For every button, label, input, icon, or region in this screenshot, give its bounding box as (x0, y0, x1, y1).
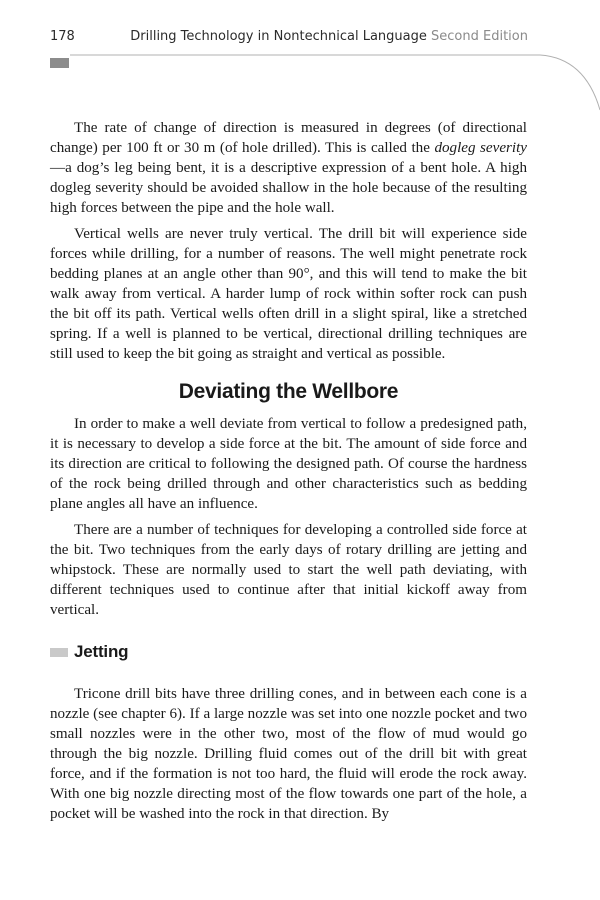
paragraph-techniques: There are a number of techniques for developing a controlled side force at the bit. Two techniques from the early days of rotary drilling are jetting and whipstock. These are normally used to start the well path deviating, with different techniques used to continue after that initial kickoff away from vertical. (50, 522, 527, 618)
paragraph-jetting: Tricone drill bits have three drilling cones, and in between each cone is a nozzle (see chapter 6). If a large nozzle was set into one nozzle pocket and two small nozzles were in the other two, most of the flow of mud would go through the big nozzle. Drilling fluid comes out of the drill bit with great force, and if the formation is not too hard, the fluid will erode the rock away. With one big nozzle directing most of the flow towards one part of the hole, a pocket will be washed into the rock in that direction. By (50, 686, 527, 822)
edition-label: Second Edition (431, 29, 528, 44)
header-marker-block (50, 58, 69, 68)
section-heading: Deviating the Wellbore (178, 380, 399, 403)
subsection-title: Jetting (74, 642, 129, 661)
term-dogleg-severity: dogleg severity (434, 140, 527, 156)
page-number: 178 (50, 29, 75, 44)
subsection-heading (50, 642, 527, 662)
book-title: Drilling Technology in Nontechnical Language (130, 29, 427, 44)
body-text (50, 118, 527, 830)
paragraph-deviate: In order to make a well deviate from vertical to follow a predesigned path, it is necessary to develop a side force at the bit. The amount of side force and its direction are critical to following the designed path. Of course the hardness of the rock being drilled through and other characteristics such as bedding plane angles all have an influence. (50, 416, 527, 512)
page-corner-decoration (0, 0, 600, 120)
subsection-marker (50, 648, 68, 657)
paragraph-vertical-wells: Vertical wells are never truly vertical. The drill bit will experience side forces while drilling, for a number of reasons. The well might penetrate rock bedding planes at an angle other than 90°, and this will tend to make the bit walk away from vertical. A harder lump of rock within softer rock can push the bit off its path. Vertical wells often drill in a slight spiral, like a stretched spring. If a well is planned to be vertical, directional drilling techniques are still used to keep the bit going as straight and vertical as possible. (50, 226, 527, 362)
paragraph-dogleg: The rate of change of direction is measured in degrees (of directional change) per 100 ft or 30 m (of hole drilled). This is called the dogleg severity—a dog’s leg being bent, it is a descriptive expression of a bent hole. A high dogleg severity should be avoided shallow in the hole because of the resulting high forces between the pipe and the hole wall. (50, 120, 527, 216)
page-curl-line (70, 55, 600, 110)
